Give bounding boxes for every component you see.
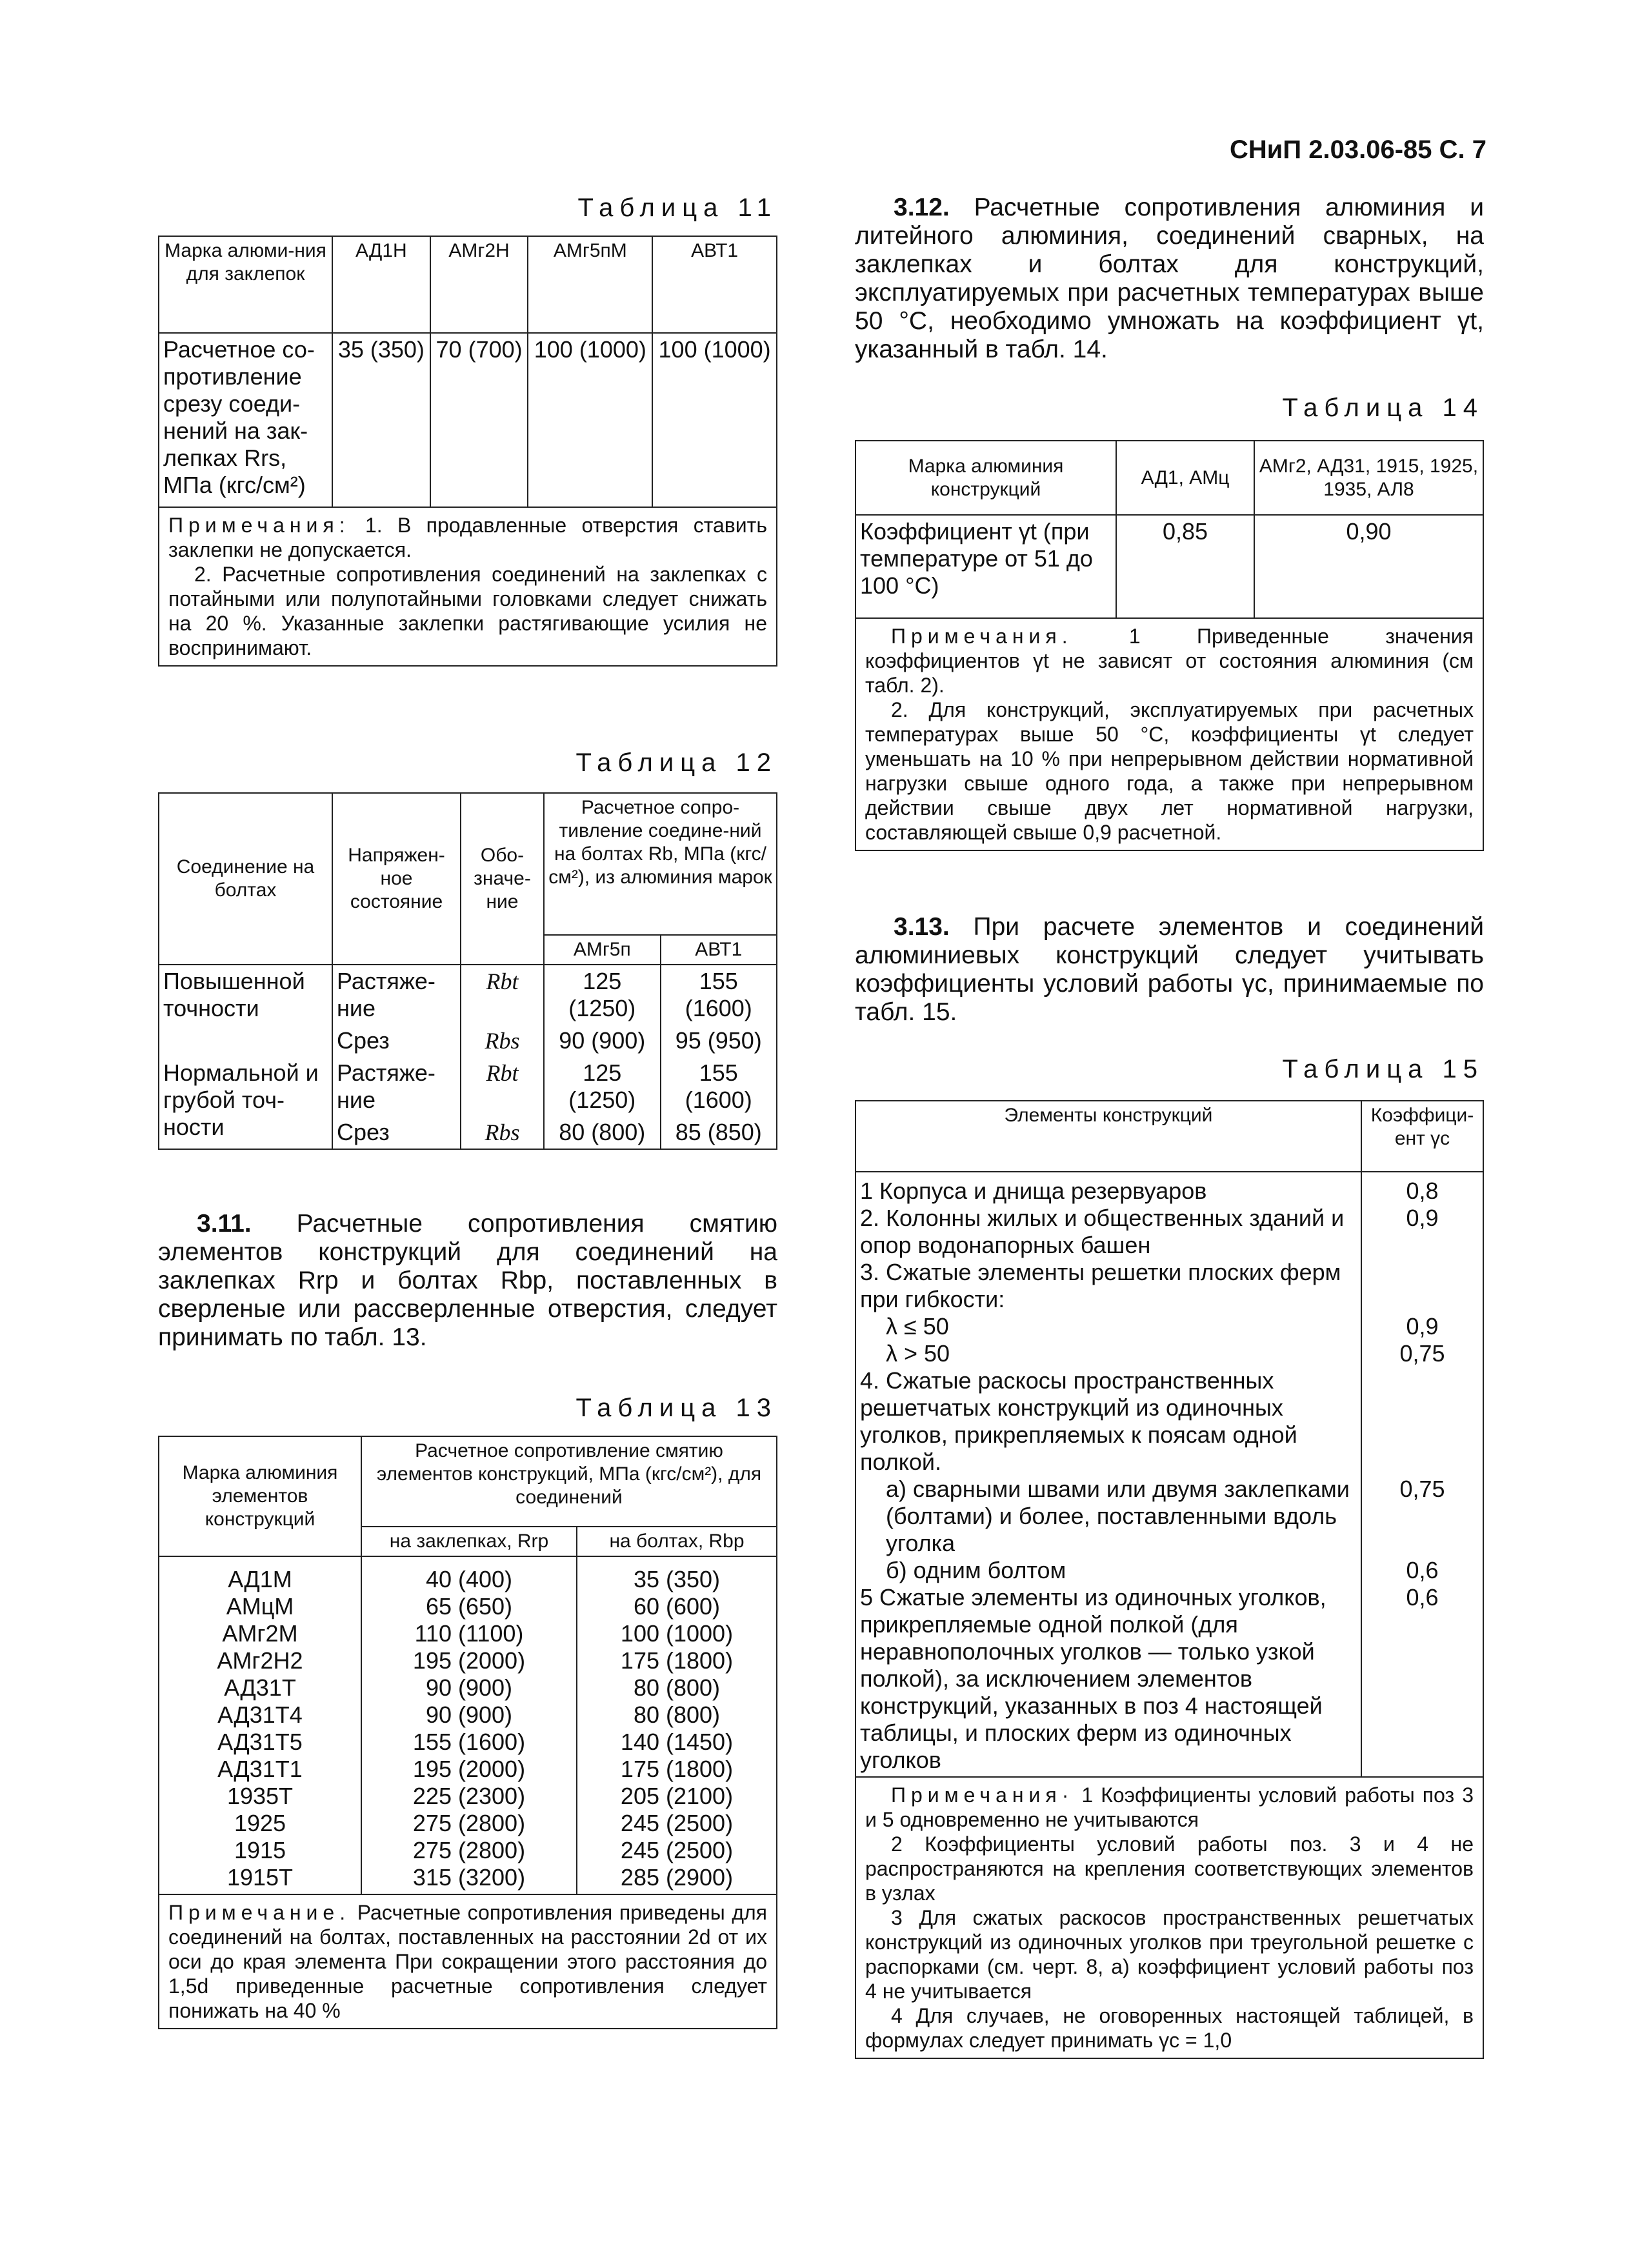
p312-text: Расчетные сопротивления алюминия и литейного алюминия, соединений сварных, на заклепках и болтах для конструкций, эксплуатируемых при расчетных температурах выше 50 °С, необходимо умножать на коэффициент γt, указанный в табл. 14.	[855, 194, 1484, 363]
t15-row-text: 2. Колонны жилых и общественных зданий и опор водонапорных башен	[860, 1205, 1345, 1258]
t14-note-1: 1 Приведенные значения коэффициентов γt не зависят от состояния алюминия (см табл. 2).	[865, 625, 1474, 697]
t15-row-value: 0,9	[1406, 1313, 1439, 1340]
t11-col-avt1: АВТ1	[652, 236, 777, 333]
t12-sym: Rbs	[461, 1116, 544, 1149]
t13-mark: 1915Т	[226, 1864, 294, 1891]
t13-mark: АД31Т	[224, 1674, 296, 1701]
t13-h-bolt: на болтах, Rbp	[577, 1527, 777, 1556]
table-15-notes	[855, 1778, 1484, 2059]
t12-h-sym: Обо-значе-ние	[461, 793, 544, 965]
t12-v2: 155 (1600)	[661, 1057, 777, 1116]
t12-conn: Нормальной и грубой точ-ности	[159, 1057, 332, 1149]
table-14	[855, 440, 1484, 851]
table-13-notes	[158, 1895, 777, 2029]
t15-row-value: 0,75	[1399, 1476, 1445, 1502]
t11-value: 100 (1000)	[652, 333, 777, 507]
t12-conn: Повышенной точности	[159, 965, 332, 1057]
t13-riv: 195 (2000)	[412, 1756, 526, 1782]
t12-state: Растяже-ние	[332, 1057, 461, 1116]
t13-bolt: 80 (800)	[633, 1674, 721, 1701]
t12-sym: Rbs	[461, 1025, 544, 1057]
table-11-notes	[158, 508, 777, 667]
t13-h-res: Расчетное сопротивление смятию элементов конструкций, МПа (кгс/см²), для соединений	[361, 1436, 777, 1527]
t12-h-res: Расчетное сопро-тивление соедине-ний на болтах Rb, МПа (кгс/см²), из алюминия марок	[544, 793, 777, 935]
t13-riv: 315 (3200)	[412, 1864, 526, 1891]
t11-col-amg5pm: АМг5пМ	[528, 236, 652, 333]
t12-state: Растяже-ние	[332, 965, 461, 1025]
t13-mark: АД31Т4	[217, 1701, 303, 1728]
t13-riv: 65 (650)	[425, 1593, 513, 1620]
t13-bolt: 140 (1450)	[620, 1729, 734, 1755]
p311-number: 3.11.	[197, 1210, 252, 1238]
t13-mark: 1915	[234, 1837, 286, 1863]
t13-bolt: 100 (1000)	[620, 1620, 734, 1647]
t13-bolt: 175 (1800)	[620, 1756, 734, 1782]
t15-coef-col	[1361, 1172, 1483, 1777]
table-15-caption: Таблица 15	[1282, 1055, 1484, 1083]
t15-row-value: 0,6	[1406, 1584, 1439, 1611]
t15-row-value: 0,6	[1406, 1557, 1439, 1583]
t11-col-ad1n: АД1Н	[332, 236, 430, 333]
t12-h-conn: Соединение на болтах	[159, 793, 332, 965]
t11-col-amg2n: АМг2Н	[430, 236, 528, 333]
t14-h-mark: Марка алюминия конструкций	[856, 441, 1116, 515]
table-14-caption: Таблица 14	[1282, 394, 1484, 422]
t13-riv: 195 (2000)	[412, 1647, 526, 1674]
p311-text: Расчетные сопротивления смятию элементов конструкций для соединений на заклепках Rrp и болтах Rbp, поставленных в сверленые или рассверленные отверстия, следует принимать по табл. 13.	[158, 1210, 777, 1351]
t12-sym: Rbt	[461, 1057, 544, 1116]
t15-h-el: Элементы конструкций	[856, 1101, 1361, 1172]
t15-elements-col	[856, 1172, 1361, 1777]
t15-row-text: а) сварными швами или двумя заклепками (болтами) и более, поставленными вдоль уголка	[886, 1476, 1350, 1556]
t13-riv: 90 (900)	[425, 1674, 513, 1701]
t12-v2: 85 (850)	[661, 1116, 777, 1149]
t15-row-text: λ > 50	[886, 1340, 950, 1367]
t12-h-amg5p: АМг5п	[544, 935, 661, 965]
t13-riv: 40 (400)	[425, 1566, 513, 1592]
t12-v1: 125 (1250)	[544, 1057, 661, 1116]
paragraph-3-11	[158, 1210, 777, 1352]
t14-note-title: Примечания.	[891, 625, 1073, 648]
t15-note: 1 Коэффициенты условий работы поз 3 и 5 одновременно не учитываются	[865, 1783, 1474, 1831]
table-15	[855, 1100, 1484, 2059]
table-12	[158, 792, 777, 1150]
t11-value: 100 (1000)	[528, 333, 652, 507]
t13-mark: АД31Т1	[217, 1756, 303, 1782]
t13-riv: 110 (1100)	[414, 1620, 524, 1647]
table-13-caption: Таблица 13	[575, 1394, 777, 1422]
t13-mark: АМцМ	[226, 1593, 294, 1620]
t13-mark: АД1М	[228, 1566, 292, 1592]
t13-bolt: 205 (2100)	[620, 1783, 734, 1809]
t13-riv: 225 (2300)	[412, 1783, 526, 1809]
t13-bolt: 60 (600)	[633, 1593, 721, 1620]
t13-mark: АМг2М	[222, 1620, 298, 1647]
t13-riv: 155 (1600)	[412, 1729, 526, 1755]
t15-h-k: Коэффици-ент γc	[1361, 1101, 1483, 1172]
t15-row-text: 1 Корпуса и днища резервуаров	[860, 1178, 1207, 1204]
t13-bolt: 175 (1800)	[620, 1647, 734, 1674]
t14-h-c1: АД1, АМц	[1116, 441, 1254, 515]
t13-bolt: 245 (2500)	[620, 1810, 734, 1836]
t13-mark: АМг2Н2	[217, 1647, 303, 1674]
t13-mark: 1925	[234, 1810, 286, 1836]
t11-note-title: Примечания:	[168, 514, 350, 537]
t13-riv-col	[361, 1556, 577, 1894]
t15-row-value	[1366, 1259, 1479, 1313]
t14-note-2: 2. Для конструкций, эксплуатируемых при расчетных температурах выше 50 °С, коэффициенты γt следует уменьшать на 10 % при непрерывном действии нормативной нагрузки свыше одного года, а также при непрерывном действии свыше двух лет нормативной нагрузки, составляющей свыше 0,9 расчетной.	[865, 698, 1474, 844]
t13-note-title: Примечание.	[168, 1901, 351, 1924]
t15-row-text: λ ≤ 50	[886, 1313, 949, 1340]
t14-h-c2: АМг2, АД31, 1915, 1925, 1935, АЛ8	[1254, 441, 1483, 515]
t12-state: Срез	[332, 1025, 461, 1057]
table-12-caption: Таблица 12	[575, 748, 777, 777]
t13-marks-col	[159, 1556, 361, 1894]
t12-h-state: Напряжен-ное состояние	[332, 793, 461, 965]
t15-row-text: 5 Сжатые элементы из одиночных уголков, прикрепляемые одной полкой (для неравнополочных уголков — только узкой полкой), за исключением элементов конструкций, указанных в поз 4 настоящей таблицы, и плоских ферм из одиночных уголков	[860, 1584, 1326, 1773]
t14-v1: 0,85	[1116, 515, 1254, 618]
t12-sym: Rbt	[461, 965, 544, 1025]
t15-note: 2 Коэффициенты условий работы поз. 3 и 4 не распространяются на крепления соответствующих элементов в узлах	[865, 1832, 1474, 1905]
paragraph-3-13	[855, 913, 1484, 1027]
t13-bolt: 35 (350)	[633, 1566, 721, 1592]
t13-bolt-col	[577, 1556, 777, 1894]
t13-bolt: 285 (2900)	[620, 1864, 734, 1891]
t12-v1: 90 (900)	[544, 1025, 661, 1057]
page-header: СНиП 2.03.06-85 С. 7	[1230, 135, 1486, 164]
t15-row-value: 0,9	[1406, 1205, 1439, 1231]
p312-number: 3.12.	[894, 194, 950, 221]
t15-row-value: 0,75	[1399, 1340, 1445, 1367]
t11-note-2: 2. Расчетные сопротивления соединений на заклепках с потайными или полупотайными головками следует снижать на 20 %. Указанные заклепки растягивающие усилия не воспринимают.	[168, 563, 767, 659]
t15-row-text: б) одним болтом	[886, 1557, 1066, 1583]
t12-v1: 80 (800)	[544, 1116, 661, 1149]
t15-row-text: 4. Сжатые раскосы пространственных решетчатых конструкций из одиночных уголков, прикрепляемых к поясам одной полкой.	[860, 1367, 1297, 1475]
t13-h-mark: Марка алюминия элементов конструкций	[159, 1436, 361, 1556]
t13-bolt: 245 (2500)	[620, 1837, 734, 1863]
t12-v1: 125 (1250)	[544, 965, 661, 1025]
t13-riv: 275 (2800)	[412, 1837, 526, 1863]
t15-row-text: 3. Сжатые элементы решетки плоских ферм при гибкости:	[860, 1259, 1341, 1312]
t11-header-mark: Марка алюми-ния для заклепок	[159, 236, 332, 333]
table-11-caption: Таблица 11	[577, 194, 777, 222]
t15-note-title: Примечания·	[891, 1783, 1074, 1807]
table-11	[158, 236, 777, 667]
t13-riv: 275 (2800)	[412, 1810, 526, 1836]
t14-row-label: Коэффициент γt (при температуре от 51 до 100 °С)	[856, 515, 1116, 618]
t13-note: Расчетные сопротивления приведены для соединений на болтах, поставленных на расстоянии 2d от их оси до края элемента При сокращении этого расстояния до 1,5d приведенные расчетные сопротивления следует понижать на 40 %	[168, 1901, 768, 2022]
t12-h-avt1: АВТ1	[661, 935, 777, 965]
t13-bolt: 80 (800)	[633, 1701, 721, 1728]
t11-note-1: 1. В продавленные отверстия ставить заклепки не допускается.	[168, 514, 768, 561]
t12-v2: 95 (950)	[661, 1025, 777, 1057]
t11-value: 35 (350)	[332, 333, 430, 507]
p313-text: При расчете элементов и соединений алюминиевых конструкций следует учитывать коэффициенты условий работы γc, принимаемые по табл. 15.	[855, 913, 1484, 1026]
t13-mark: АД31Т5	[217, 1729, 303, 1755]
paragraph-3-12	[855, 194, 1484, 364]
t11-value: 70 (700)	[430, 333, 528, 507]
t14-v2: 0,90	[1254, 515, 1483, 618]
t12-state: Срез	[332, 1116, 461, 1149]
t13-mark: 1935Т	[226, 1783, 294, 1809]
t13-riv: 90 (900)	[425, 1701, 513, 1728]
t15-note: 4 Для случаев, не оговоренных настоящей таблицей, в формулах следует принимать γc = 1,0	[865, 2004, 1474, 2052]
p313-number: 3.13.	[894, 913, 950, 941]
t13-h-riv: на заклепках, Rrp	[361, 1527, 577, 1556]
t15-note: 3 Для сжатых раскосов пространственных решетчатых конструкций из одиночных уголков при треугольной решетке с распорками (см. черт. 8, а) коэффициент условий работы поз 4 не учитывается	[865, 1906, 1474, 2003]
t15-row-value: 0,8	[1406, 1178, 1439, 1204]
t12-v2: 155 (1600)	[661, 965, 777, 1025]
table-13	[158, 1436, 777, 2029]
t15-row-value	[1366, 1367, 1479, 1476]
table-14-notes	[855, 619, 1484, 851]
t11-row-label: Расчетное со-противление срезу соеди-нений на зак-лепках Rrs, МПа (кгс/см²)	[159, 333, 332, 507]
